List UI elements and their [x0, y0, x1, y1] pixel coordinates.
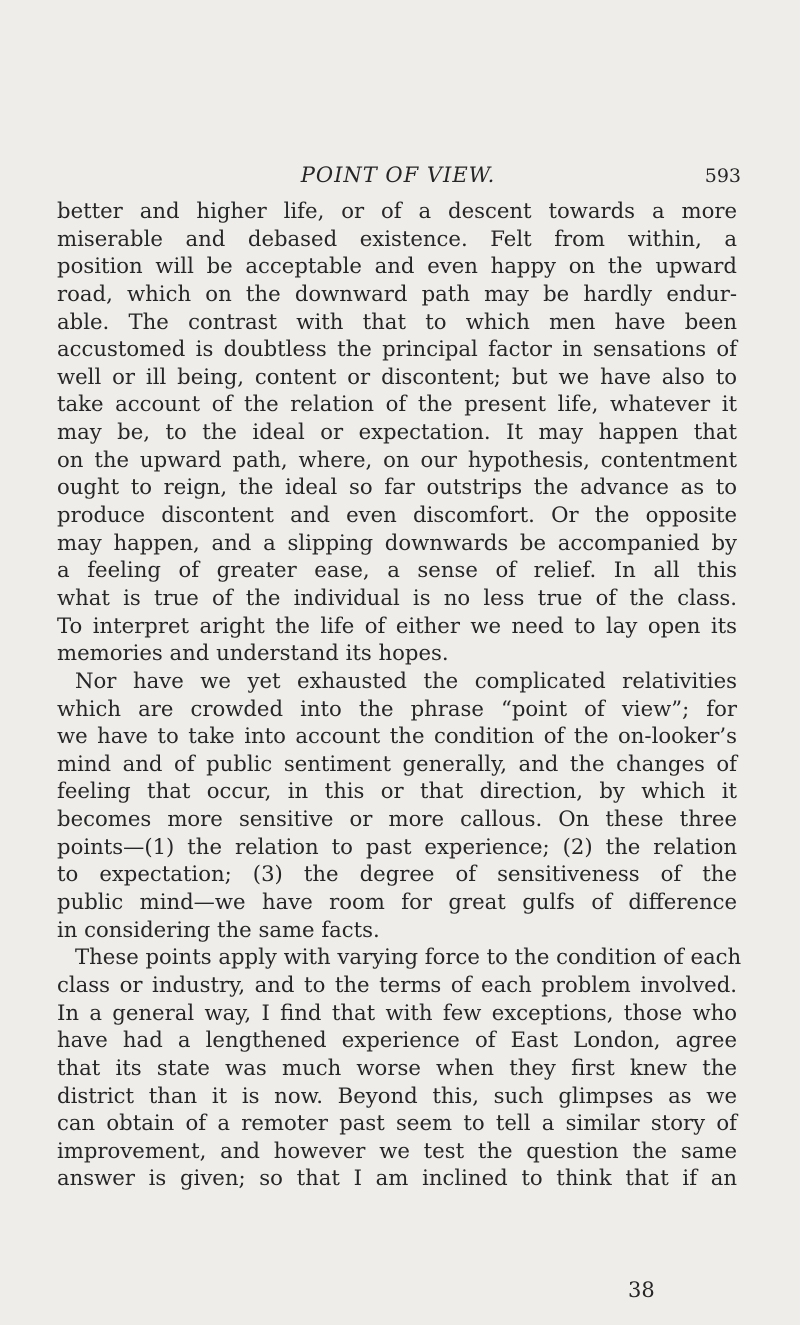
- text-line: To interpret aright the life of either we need to lay open its: [57, 612, 737, 638]
- text-line: that its state was much worse when they first knew the: [57, 1054, 737, 1080]
- text-line: These points apply with varying force to the condition of each: [75, 944, 742, 970]
- text-line: in considering the same facts.: [57, 916, 380, 942]
- text-line: which are crowded into the phrase “point of view”; for: [57, 695, 737, 721]
- text-line: may happen, and a slipping downwards be accompanied by: [57, 529, 737, 555]
- text-line: district than it is now. Beyond this, such glimpses as we: [57, 1082, 737, 1108]
- text-line: able. The contrast with that to which men have been: [57, 308, 737, 334]
- text-line: improvement, and however we test the question the same: [57, 1137, 737, 1163]
- text-line: accustomed is doubtless the principal factor in sensations of: [57, 336, 737, 362]
- text-line: feeling that occur, in this or that direction, by which it: [57, 778, 737, 804]
- text-line: better and higher life, or of a descent towards a more: [57, 198, 737, 223]
- text-line: what is true of the individual is no less true of the class.: [57, 584, 737, 610]
- text-line: In a general way, I find that with few exceptions, those who: [57, 999, 737, 1025]
- text-line: class or industry, and to the terms of each problem involved.: [57, 971, 737, 997]
- text-line: have had a lengthened experience of East London, agree: [57, 1027, 737, 1053]
- text-line: Nor have we yet exhausted the complicated relativities: [75, 667, 737, 693]
- text-line: public mind—we have room for great gulfs of difference: [57, 889, 737, 915]
- text-line: on the upward path, where, on our hypothesis, contentment: [57, 446, 737, 472]
- text-line: becomes more sensitive or more callous. On these three: [57, 806, 737, 832]
- text-line: mind and of public sentiment generally, and the changes of: [57, 750, 737, 776]
- text-line: miserable and debased existence. Felt from within, a: [57, 225, 737, 251]
- text-line: may be, to the ideal or expectation. It may happen that: [57, 419, 737, 445]
- text-line: produce discontent and even discomfort. Or the opposite: [57, 502, 737, 528]
- text-line: memories and understand its hopes.: [57, 640, 449, 666]
- text-line: position will be acceptable and even happy on the upward: [57, 253, 737, 279]
- text-line: road, which on the downward path may be hardly endur-: [57, 280, 737, 306]
- text-line: ought to reign, the ideal so far outstrips the advance as to: [57, 474, 737, 500]
- text-line: we have to take into account the condition of the on-looker’s: [57, 723, 737, 749]
- text-line: take account of the relation of the present life, whatever it: [57, 391, 737, 417]
- text-line: points—(1) the relation to past experience; (2) the relation: [57, 833, 737, 859]
- signature-mark: 38: [628, 1278, 655, 1302]
- text-line: can obtain of a remoter past seem to tell a similar story of: [57, 1110, 737, 1136]
- text-line: a feeling of greater ease, a sense of relief. In all this: [57, 557, 737, 583]
- page-number: 593: [704, 165, 741, 187]
- running-head: [58, 163, 741, 193]
- text-line: answer is given; so that I am inclined to think that if an: [57, 1165, 737, 1191]
- running-title: POINT OF VIEW.: [300, 163, 496, 187]
- text-line: to expectation; (3) the degree of sensitiveness of the: [57, 861, 737, 887]
- text-line: well or ill being, content or discontent; but we have also to: [57, 363, 737, 389]
- body-text: [57, 197, 742, 1192]
